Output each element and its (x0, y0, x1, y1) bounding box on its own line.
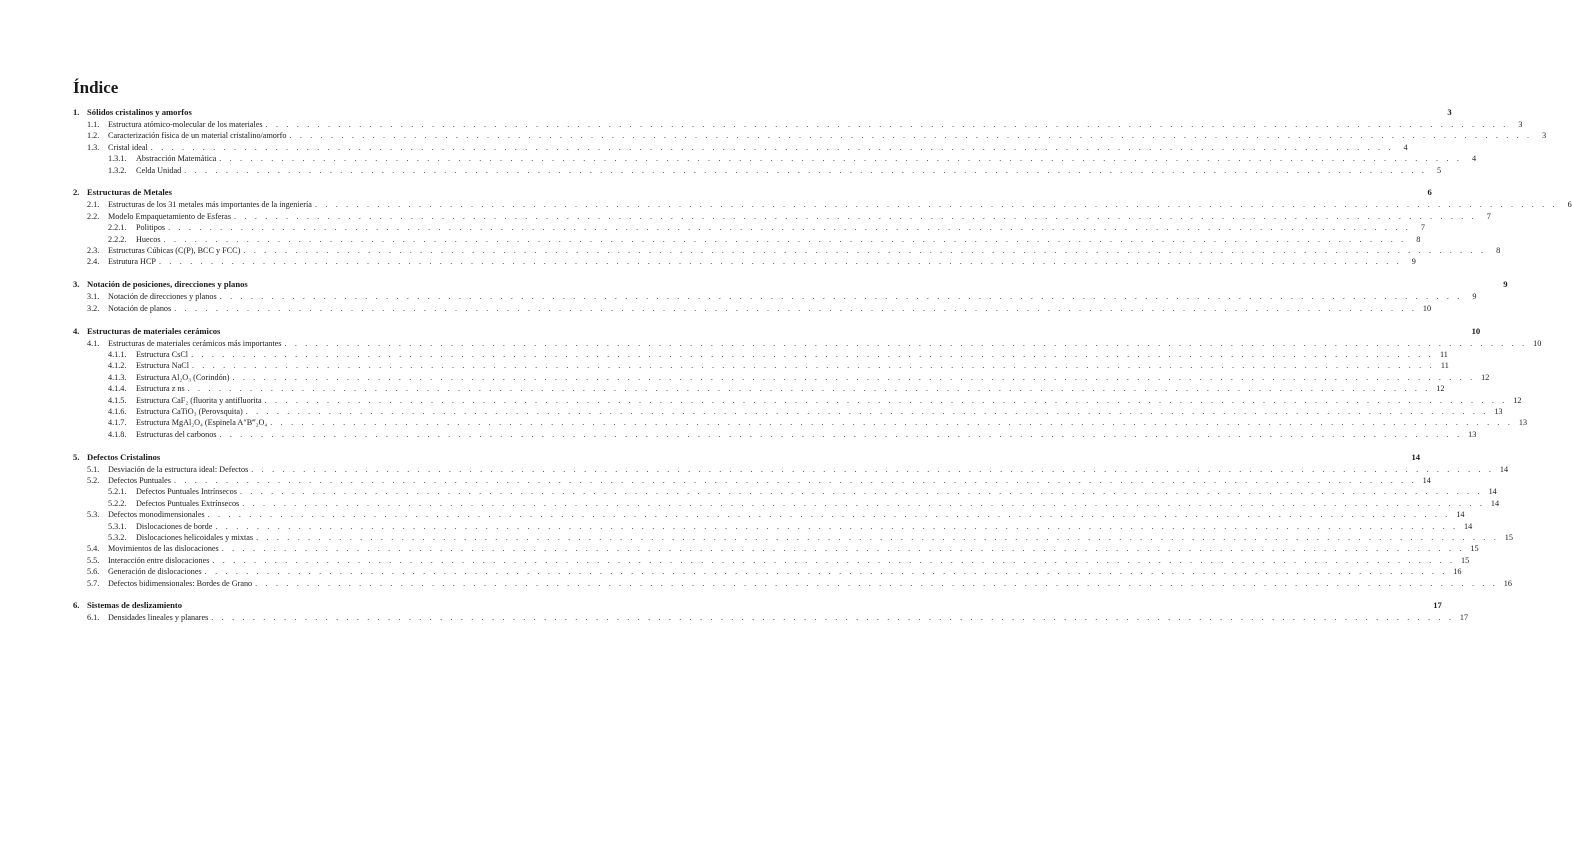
dot-leader: . . . . . . . . . . . . . . . . . . . . . . . . . . . . . . . . . . . . . . . . . . . . . . . . . . . . . . . . . . . . . . . . . . . . . . . . . . . . . . . . . . . . . . . . . . . . . . . . . . . . . . . . . . . . . . . . . . . . . . . . (221, 544, 1465, 554)
toc-entry-title: Defectos monodimensionales (108, 510, 205, 520)
dot-leader: . . . . . . . . . . . . . . . . . . . . . . . . . . . . . . . . . . . . . . . . . . . . . . . . . . . . . . . . . . . . . . . . . . . . . . . . . . . . . . . . . . . . . . . . . . . . . . . . . . . . . . . . . . . . . . . . . . . . . . . . (163, 234, 1407, 244)
page-title: Índice (73, 78, 119, 97)
toc-chapter-entry[interactable] (73, 451, 1421, 464)
toc-section-entry[interactable] (73, 555, 1470, 566)
toc-section-entry[interactable] (73, 338, 1542, 349)
toc-chapter-entry[interactable] (73, 278, 1508, 291)
toc-entry-page: 13 (1494, 406, 1503, 416)
dot-leader: . . . . . . . . . . . . . . . . . . . . . . . . . . . . . . . . . . . . . . . . . . . . . . . . . . . . . . . . . . . . . . . . . . . . . . . . . . . . . . . . . . . . . . . . . . . . . . . . . . . . . . . . . . . . . . . . . . . . . . . . (245, 406, 1489, 416)
toc-entry-number: 5.6. (87, 567, 100, 577)
dot-leader: . . . . . . . . . . . . . . . . . . . . . . . . . . . . . . . . . . . . . . . . . . . . . . . . . . . . . . . . . . . . . . . . . . . . . . . . . . . . . . . . . . . . . . . . . . . . . . . . . . . . . . . . . . . . . . . . . . . . . . . . (255, 578, 1498, 588)
dot-leader: . . . . . . . . . . . . . . . . . . . . . . . . . . . . . . . . . . . . . . . . . . . . . . . . . . . . . . . . . . . . . . . . . . . . . . . . . . . . . . . . . . . . . . . . . . . . . . . . . . . . . . . . . . . . . . . . . . . . . . . . (159, 257, 1402, 267)
toc-section-entry[interactable] (73, 475, 1431, 486)
toc-entry-title: Cristal ideal (108, 142, 148, 152)
toc-entry-title: Interacción entre dislocaciones (108, 555, 210, 565)
toc-entry-title: Estructura CaF₂ (fluorita y antifluorita (136, 395, 262, 405)
toc-entry-number: 2.2.2. (108, 234, 127, 244)
toc-entry-page: 6 (1567, 200, 1572, 210)
toc-section-entry[interactable] (73, 211, 1491, 222)
toc-entry-page: 8 (1496, 246, 1501, 256)
toc-entry-title: Sistemas de deslizamiento (87, 600, 183, 611)
dot-leader: . . . . . . . . . . . . . . . . . . . . . . . . . . . . . . . . . . . . . . . . . . . . . . . . . . . . . . . . . . . . . . . . . . . . . . . . . . . . . . . . . . . . . . . . . . . . . . . . . . . . . . . . . . . . . . . . . . . . . . . . (150, 142, 1394, 152)
toc-entry-title: Estructuras de materiales cerámicos (87, 325, 221, 336)
toc-entry-title: Politipos (136, 223, 166, 233)
toc-entry-number: 5.3. (87, 510, 100, 520)
toc-entry-title: Estructuras de los 31 metales más importantes de la ingeniería (108, 200, 312, 210)
toc-section-entry[interactable] (73, 566, 1462, 577)
toc-entry-page: 9 (1503, 279, 1508, 290)
toc-subsection-entry[interactable] (73, 521, 1473, 532)
toc-entry-title: Celda Unidad (136, 165, 182, 175)
toc-entry-title: Huecos (136, 234, 161, 244)
dot-leader: . . . . . . . . . . . . . . . . . . . . . . . . . . . . . . . . . . . . . . . . . . . . . . . . . . . . . . . . . . . . . . . . . . . . . . . . . . . . . . . . . . . . . . . . . . . . . . . . . . . . . . . . . . . . . . . . . . . . . . . . (243, 246, 1487, 256)
toc-entry-page: 8 (1416, 234, 1421, 244)
toc-entry-number: 5.2. (87, 475, 100, 485)
toc-entry-page: 5 (1436, 165, 1442, 175)
toc-section-entry[interactable] (73, 612, 1469, 623)
dot-leader: . . . . . . . . . . . . . . . . . . . . . . . . . . . . . . . . . . . . . . . . . . . . . . . . . . . . . . . . . . . . . . . . . . . . . . . . . . . . . . . . . . . . . . . . . . . . . . . . . . . . . . . . . . . . . . . . . . . . . . . . (284, 338, 1528, 348)
dot-leader: . . . . . . . . . . . . . . . . . . . . . . . . . . . . . . . . . . . . . . . . . . . . . . . . . . . . . . . . . . . . . . . . . . . . . . . . . . . . . . . . . . . . . . . . . . . . . . . . . . . . . . . . . . . . . . . . . . . . . . . . (242, 498, 1486, 508)
toc-entry-page: 3 (1447, 107, 1452, 117)
toc-entry-number: 4.1.3. (108, 372, 127, 382)
toc-entry-number: 6.1. (87, 613, 100, 623)
toc-entry-title: Dislocaciones helicoidales y mixtas (136, 532, 254, 542)
toc-subsection-entry[interactable] (73, 498, 1500, 509)
toc-entry-page: 4 (1471, 154, 1477, 164)
toc-entry-page: 14 (1490, 498, 1500, 508)
dot-leader: . . . . . . . . . . . . . . . . . . . . . . . . . . . . . . . . . . . . . . . . . . . . . . . . . . . . . . . . . . . . . . . . . . . . . . . . . . . . . . . . . . . . . . . . . . . . . . . . . . . . . . . . . . . . . . . . . . . . . . . . (265, 120, 1509, 129)
toc-entry-number: 4.1.5. (108, 395, 127, 405)
toc-chapter (73, 325, 1542, 441)
toc-entry-title: Desviación de la estructura ideal: Defectos (108, 464, 249, 474)
toc-entry-number: 3.2. (87, 303, 100, 313)
dot-leader: . . . . . . . . . . . . . . . . . . . . . . . . . . . . . . . . . . . . . . . . . . . . . . . . . . . . . . . . . . . . . . . . . . . . . . . . . . . . . . . . . . . . . . . . . . . . . . . . . . . . . . . . . . . . . . . . . . . . . . . . (232, 372, 1476, 382)
toc-entry-page: 15 (1504, 532, 1513, 542)
toc-entry-page: 7 (1420, 223, 1425, 233)
toc-subsection-entry[interactable] (73, 429, 1477, 440)
toc-entry-title: Notación de posiciones, direcciones y planos (87, 279, 248, 290)
toc-entry-number: 5. (73, 451, 80, 462)
toc-entry-number: 4.1. (87, 338, 100, 348)
toc-entry-number: 2.2.1. (108, 223, 127, 233)
dot-leader: . . . . . . . . . . . . . . . . . . . . . . . . . . . . . . . . . . . . . . . . . . . . . . . . . . . . . . . . . . . . . . . . . . . . . . . . . . . . . . . . . . . . . . . . . . . . . . . . . . . . . . . . . . . . . . . . . . . . . . . . (251, 464, 1495, 474)
toc-section-entry[interactable] (73, 142, 1408, 153)
toc-section-entry[interactable] (73, 291, 1477, 302)
toc-subsection-entry[interactable] (73, 165, 1442, 176)
toc-entry-title: Defectos Puntuales (108, 475, 171, 485)
dot-leader: . . . . . . . . . . . . . . . . . . . . . . . . . . . . . . . . . . . . . . . . . . . . . . . . . . . . . . . . . . . . . . . . . . . . . . . . . . . . . . . . . . . . . . . . . . . . . . . . . . . . . . . . . . . . . . . . . . . . . . . . (173, 475, 1417, 485)
toc-entry-number: 1.3.1. (108, 154, 127, 164)
toc-chapter (73, 186, 1572, 267)
toc-entry-number: 1.3.2. (108, 165, 127, 175)
toc-subsection-entry[interactable] (73, 372, 1490, 383)
toc-entry-page: 12 (1436, 384, 1445, 394)
toc-entry-page: 11 (1440, 361, 1449, 371)
toc-entry-page: 15 (1470, 544, 1479, 554)
toc-entry-title: Estructuras del carbonos (136, 429, 217, 439)
dot-leader: . . . . . . . . . . . . . . . . . . . . . . . . . . . . . . . . . . . . . . . . . . . . . . . . . . . . . . . . . . . . . . . . . . . . . . . . . . . . . . . . . . . . . . . . . . . . . . . . . . . . . . . . . . . . . . . . . . . . . . . . (191, 349, 1434, 359)
toc-entry-page: 15 (1461, 555, 1470, 565)
dot-leader: . . . . . . . . . . . . . . . . . . . . . . . . . . . . . . . . . . . . . . . . . . . . . . . . . . . . . . . . . . . . . . . . . . . . . . . . . . . . . . . . . . . . . . . . . . . . . . . . . . . . . . . . . . . . . . . . . . . . . . . . (191, 361, 1435, 371)
toc-entry-page: 14 (1422, 475, 1431, 485)
toc-entry-number: 4.1.8. (108, 429, 127, 439)
toc-chapter-entry[interactable] (73, 325, 1481, 338)
toc-section-entry[interactable] (73, 303, 1432, 314)
dot-leader: . . . . . . . . . . . . . . . . . . . . . . . . . . . . . . . . . . . . . . . . . . . . . . . . . . . . . . . . . . . . . . . . . . . . . . . . . . . . . . . . . . . . . . . . . . . . . . . . . . . . . . . . . . . . . . . . . . . . . . . . (215, 521, 1459, 531)
toc-subsection-entry[interactable] (73, 234, 1421, 245)
dot-leader: . . . . . . . . . . . . . . . . . . . . . . . . . . . . . . . . . . . . . . . . . . . . . . . . . . . . . . . . . . . . . . . . . . . . . . . . . . . . . . . . . . . . . . . . . . . . . . . . . . . . . . . . . . . . . . . . . . . . . . . . (219, 292, 1463, 302)
toc-entry-title: Movimientos de las dislocaciones (108, 544, 219, 554)
toc-entry-number: 1. (73, 107, 80, 117)
toc-chapter-entry[interactable] (73, 599, 1442, 612)
toc-entry-title: Estructura atómico-molecular de los materiales (108, 120, 263, 129)
toc-entry-number: 4.1.1. (108, 349, 127, 359)
toc-entry-number: 6. (73, 600, 80, 611)
dot-leader: . . . . . . . . . . . . . . . . . . . . . . . . . . . . . . . . . . . . . . . . . . . . . . . . . . . . . . . . . . . . . . . . . . . . . . . . . . . . . . . . . . . . . . . . . . . . . . . . . . . . . . . . . . . . . . . . . . . . . . . . (184, 165, 1428, 175)
toc-entry-number: 3.1. (87, 292, 100, 302)
toc-subsection-entry[interactable] (73, 532, 1513, 543)
toc-chapter (73, 599, 1469, 623)
toc-entry-title: Estructuras Cúbicas (C(P), BCC y FCC) (108, 246, 241, 256)
toc-entry-number: 5.1. (87, 464, 100, 474)
toc-entry-title: Estructura NaCl (136, 361, 189, 371)
dot-leader: . . . . . . . . . . . . . . . . . . . . . . . . . . . . . . . . . . . . . . . . . . . . . . . . . . . . . . . . . . . . . . . . . . . . . . . . . . . . . . . . . . . . . . . . . . . . . . . . . . . . . . . . . . . . . . . . . . . . . . . . (234, 211, 1477, 221)
toc-entry-page: 10 (1471, 325, 1481, 336)
toc-subsection-entry[interactable] (73, 383, 1445, 394)
toc-entry-title: Defectos Puntuales Intrínsecos (136, 487, 237, 497)
toc-entry-number: 2.3. (87, 246, 100, 256)
toc-entry-number: 4.1.6. (108, 406, 127, 416)
dot-leader: . . . . . . . . . . . . . . . . . . . . . . . . . . . . . . . . . . . . . . . . . . . . . . . . . . . . . . . . . . . . . . . . . . . . . . . . . . . . . . . . . . . . . . . . . . . . . . . . . . . . . . . . . . . . . . . . . . . . . . . . (264, 395, 1508, 405)
dot-leader: . . . . . . . . . . . . . . . . . . . . . . . . . . . . . . . . . . . . . . . . . . . . . . . . . . . . . . . . . . . . . . . . . . . . . . . . . . . . . . . . . . . . . . . . . . . . . . . . . . . . . . . . . . . . . . . . . . . . . . . . (219, 154, 1463, 164)
dot-leader: . . . . . . . . . . . . . . . . . . . . . . . . . . . . . . . . . . . . . . . . . . . . . . . . . . . . . . . . . . . . . . . . . . . . . . . . . . . . . . . . . . . . . . . . . . . . . . . . . . . . . . . . . . . . . . . . . . . . . . . . (207, 510, 1451, 520)
toc-section-entry[interactable] (73, 509, 1465, 520)
toc-entry-page: 10 (1533, 338, 1542, 348)
toc-chapter (73, 451, 1513, 589)
dot-leader: . . . . . . . . . . . . . . . . . . . . . . . . . . . . . . . . . . . . . . . . . . . . . . . . . . . . . . . . . . . . . . . . . . . . . . . . . . . . . . . . . . . . . . . . . . . . . . . . . . . . . . . . . . . . . . . . . . . . . . . . (270, 418, 1514, 428)
dot-leader: . . . . . . . . . . . . . . . . . . . . . . . . . . . . . . . . . . . . . . . . . . . . . . . . . . . . . . . . . . . . . . . . . . . . . . . . . . . . . . . . . . . . . . . . . . . . . . . . . . . . . . . . . . . . . . . . . . . . . . . . (219, 429, 1463, 439)
toc-entry-page: 10 (1422, 303, 1432, 313)
dot-leader: . . . . . . . . . . . . . . . . . . . . . . . . . . . . . . . . . . . . . . . . . . . . . . . . . . . . . . . . . . . . . . . . . . . . . . . . . . . . . . . . . . . . . . . . . . . . . . . . . . . . . . . . . . . . . . . . . . . . . . . . (256, 532, 1499, 542)
dot-leader: . . . . . . . . . . . . . . . . . . . . . . . . . . . . . . . . . . . . . . . . . . . . . . . . . . . . . . . . . . . . . . . . . . . . . . . . . . . . . . . . . . . . . . . . . . . . . . . . . . . . . . . . . . . . . . . . . . . . . . . . (211, 613, 1455, 623)
toc-entry-number: 5.3.1. (108, 521, 127, 531)
toc-entry-title: Defectos Puntuales Extrínsecos (136, 498, 240, 508)
toc-section-entry[interactable] (73, 543, 1479, 554)
toc-subsection-entry[interactable] (73, 406, 1503, 417)
toc-entry-title: Generación de dislocaciones (108, 567, 202, 577)
toc-chapter (73, 278, 1508, 314)
toc-section-entry[interactable] (73, 245, 1501, 256)
toc-subsection-entry[interactable] (73, 417, 1528, 428)
toc-entry-title: Estructura CsCl (136, 349, 189, 359)
toc-entry-number: 5.4. (87, 544, 100, 554)
toc-entry-page: 6 (1427, 187, 1432, 198)
toc-section-entry[interactable] (73, 199, 1572, 210)
toc-entry-title: Estructuras de Metales (87, 187, 172, 198)
toc-entry-number: 4.1.2. (108, 361, 127, 371)
toc-entry-title: Caracterización física de un material cristalino/amorfo (108, 131, 287, 141)
toc-entry-number: 1.2. (87, 131, 100, 141)
toc-entry-page: 14 (1499, 464, 1509, 474)
toc-entry-title: Sólidos cristalinos y amorfos (87, 107, 192, 117)
toc-section-entry[interactable] (73, 119, 1523, 130)
toc-entry-title: Defectos Cristalinos (87, 451, 161, 462)
toc-entry-number: 5.7. (87, 578, 100, 588)
toc-entry-title: Defectos bidimensionales: Bordes de Grano (108, 578, 253, 588)
toc-entry-title: Estructura CaTiO₃ (Perovsquita) (136, 406, 243, 416)
toc-entry-title: Densidades lineales y planares (108, 613, 209, 623)
toc-entry-page: 13 (1518, 418, 1528, 428)
toc-entry-title: Modelo Empaquetamiento de Esferas (108, 211, 232, 221)
toc-entry-page: 12 (1481, 372, 1490, 382)
toc-entry-number: 2.2. (87, 211, 100, 221)
toc-entry-number: 5.2.2. (108, 498, 127, 508)
toc-entry-number: 5.5. (87, 555, 100, 565)
toc-entry-page: 12 (1513, 395, 1522, 405)
toc-entry-page: 16 (1453, 567, 1462, 577)
toc-entry-number: 1.3. (87, 142, 100, 152)
dot-leader: . . . . . . . . . . . . . . . . . . . . . . . . . . . . . . . . . . . . . . . . . . . . . . . . . . . . . . . . . . . . . . . . . . . . . . . . . . . . . . . . . . . . . . . . . . . . . . . . . . . . . . . . . . . . . . . . . . . . . . . . (314, 200, 1558, 210)
toc-subsection-entry[interactable] (73, 360, 1449, 371)
table-of-contents (73, 106, 1572, 624)
toc-entry-title: Estructura z ns (136, 384, 185, 394)
toc-entry-page: 4 (1403, 142, 1408, 152)
toc-entry-number: 2.4. (87, 257, 100, 267)
toc-entry-title: Dislocaciones de borde (136, 521, 213, 531)
toc-subsection-entry[interactable] (73, 349, 1448, 360)
toc-section-entry[interactable] (73, 130, 1547, 141)
dot-leader: . . . . . . . . . . . . . . . . . . . . . . . . . . . . . . . . . . . . . . . . . . . . . . . . . . . . . . . . . . . . . . . . . . . . . . . . . . . . . . . . . . . . . . . . . . . . . . . . . . . . . . . . . . . . . . . . . . . . . . . . (174, 303, 1418, 313)
toc-entry-page: 9 (1472, 292, 1477, 302)
toc-chapter (73, 106, 1547, 176)
toc-entry-number: 5.3.2. (108, 532, 127, 542)
toc-entry-number: 4.1.4. (108, 384, 127, 394)
toc-entry-number: 5.2.1. (108, 487, 127, 497)
toc-entry-title: Estructura MgAl₂O₄ (Espinela A″B‴₂O₄ (136, 418, 268, 428)
dot-leader: . . . . . . . . . . . . . . . . . . . . . . . . . . . . . . . . . . . . . . . . . . . . . . . . . . . . . . . . . . . . . . . . . . . . . . . . . . . . . . . . . . . . . . . . . . . . . . . . . . . . . . . . . . . . . . . . . . . . . . . . (187, 384, 1431, 394)
toc-entry-number: 4. (73, 325, 80, 336)
toc-entry-page: 3 (1542, 131, 1547, 141)
dot-leader: . . . . . . . . . . . . . . . . . . . . . . . . . . . . . . . . . . . . . . . . . . . . . . . . . . . . . . . . . . . . . . . . . . . . . . . . . . . . . . . . . . . . . . . . . . . . . . . . . . . . . . . . . . . . . . . . . . . . . . . . (168, 223, 1411, 233)
toc-subsection-entry[interactable] (73, 395, 1522, 406)
toc-entry-page: 3 (1518, 120, 1523, 129)
toc-entry-number: 4.1.7. (108, 418, 127, 428)
toc-entry-page: 14 (1456, 510, 1465, 520)
toc-chapter-entry[interactable] (73, 186, 1432, 199)
toc-entry-page: 17 (1433, 600, 1442, 611)
toc-section-entry[interactable] (73, 578, 1512, 589)
toc-section-entry[interactable] (73, 256, 1416, 267)
toc-entry-page: 14 (1488, 487, 1497, 497)
toc-entry-title: Notación de planos (108, 303, 172, 313)
toc-subsection-entry[interactable] (73, 222, 1425, 233)
dot-leader: . . . . . . . . . . . . . . . . . . . . . . . . . . . . . . . . . . . . . . . . . . . . . . . . . . . . . . . . . . . . . . . . . . . . . . . . . . . . . . . . . . . . . . . . . . . . . . . . . . . . . . . . . . . . . . . . . . . . . . . . (204, 567, 1448, 577)
toc-entry-title: Notación de direcciones y planos (108, 292, 217, 302)
toc-entry-title: Estructuras de materiales cerámicos más importantes (108, 338, 282, 348)
dot-leader: . . . . . . . . . . . . . . . . . . . . . . . . . . . . . . . . . . . . . . . . . . . . . . . . . . . . . . . . . . . . . . . . . . . . . . . . . . . . . . . . . . . . . . . . . . . . . . . . . . . . . . . . . . . . . . . . . . . . . . . . (212, 555, 1456, 565)
toc-subsection-entry[interactable] (73, 153, 1477, 164)
toc-entry-title: Estrutura HCP (108, 257, 156, 267)
toc-entry-page: 7 (1486, 211, 1491, 221)
toc-entry-page: 17 (1459, 613, 1469, 623)
toc-section-entry[interactable] (73, 464, 1509, 475)
toc-entry-page: 16 (1503, 578, 1512, 588)
toc-entry-page: 14 (1464, 521, 1473, 531)
dot-leader: . . . . . . . . . . . . . . . . . . . . . . . . . . . . . . . . . . . . . . . . . . . . . . . . . . . . . . . . . . . . . . . . . . . . . . . . . . . . . . . . . . . . . . . . . . . . . . . . . . . . . . . . . . . . . . . . . . . . . . . . (289, 131, 1533, 141)
toc-entry-page: 11 (1440, 349, 1448, 359)
toc-entry-title: Abstracción Matemática (136, 154, 217, 164)
toc-entry-page: 13 (1468, 429, 1477, 439)
dot-leader: . . . . . . . . . . . . . . . . . . . . . . . . . . . . . . . . . . . . . . . . . . . . . . . . . . . . . . . . . . . . . . . . . . . . . . . . . . . . . . . . . . . . . . . . . . . . . . . . . . . . . . . . . . . . . . . . . . . . . . . . (239, 487, 1483, 497)
toc-entry-page: 9 (1411, 257, 1416, 267)
toc-entry-number: 2.1. (87, 200, 100, 210)
toc-chapter-entry[interactable] (73, 106, 1452, 119)
toc-entry-title: Estructura Al₂O₃ (Corindón) (136, 372, 230, 382)
toc-entry-number: 1.1. (87, 120, 100, 129)
toc-entry-number: 3. (73, 279, 80, 290)
toc-subsection-entry[interactable] (73, 486, 1497, 497)
toc-entry-page: 14 (1411, 451, 1421, 462)
toc-entry-number: 2. (73, 187, 80, 198)
